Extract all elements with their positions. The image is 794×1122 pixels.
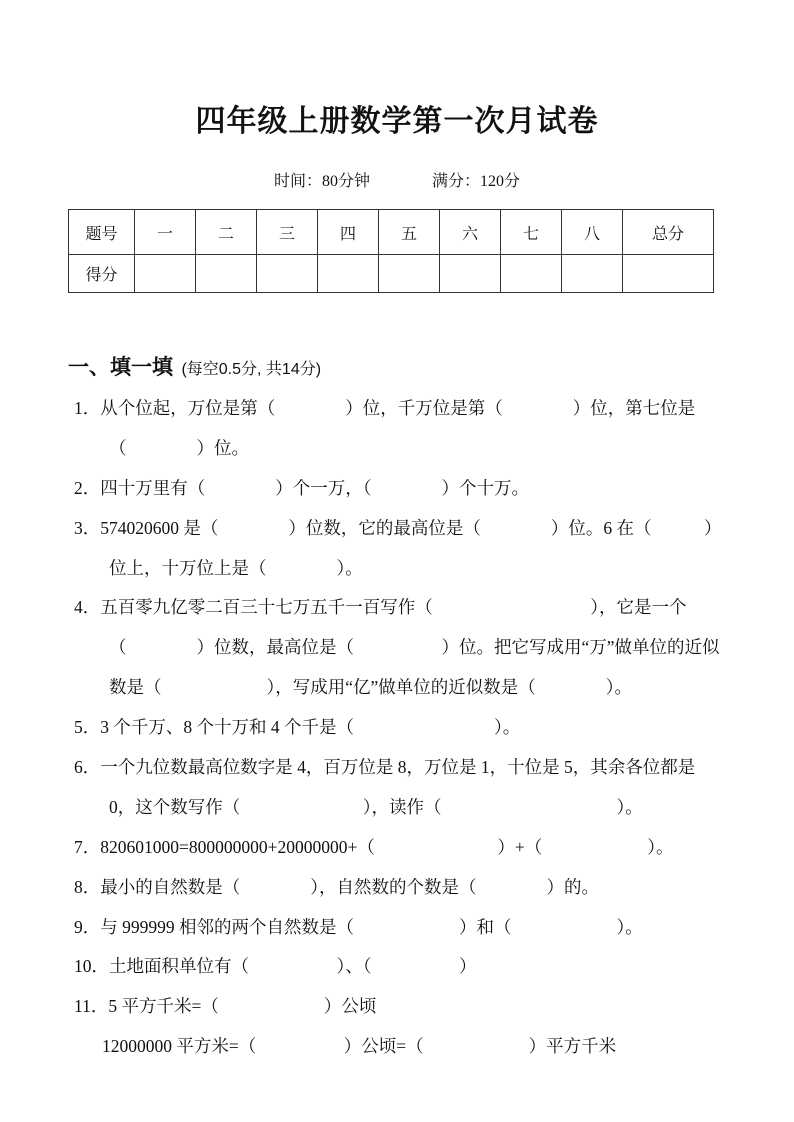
score-cell-5 bbox=[379, 255, 440, 293]
meta-full-score: 满分：120分 bbox=[432, 173, 521, 190]
question-6: 6．一个九位数最高位数字是 4，百万位是 8，万位是 1，十位是 5，其余各位都是 0，这个数写作（ ），读作（ ）。 bbox=[74, 757, 696, 817]
question-9: 9．与 999999 相邻的两个自然数是（ ）和（ ）。 bbox=[74, 916, 643, 937]
header-cell-5: 五 bbox=[379, 210, 440, 255]
question-2: 2．四十万里有（ ）个一万，（ ）个十万。 bbox=[74, 477, 529, 498]
score-cell-6 bbox=[440, 255, 501, 293]
header-cell-total: 总分 bbox=[623, 210, 714, 255]
header-cell-6: 六 bbox=[440, 210, 501, 255]
section-1-note: (每空0.5分, 共14分) bbox=[181, 361, 322, 378]
question-3: 3．574020600 是（ ）位数，它的最高位是（ ）位。6 在（ ）位上，十万位上是（ ）。 bbox=[74, 517, 722, 578]
question-1: 1．从个位起，万位是第（ ）位，千万位是第（ ）位，第七位是（ ）位。 bbox=[74, 398, 696, 458]
question-11: 11．5 平方千米=（ ）公顷 bbox=[74, 996, 377, 1017]
header-cell-3: 三 bbox=[257, 210, 318, 255]
score-cell-2 bbox=[196, 255, 257, 293]
score-cell-1 bbox=[135, 255, 196, 293]
question-10: 10．土地面积单位有（ ）、（ ） bbox=[74, 956, 477, 977]
score-cell-8 bbox=[562, 255, 623, 293]
score-table bbox=[68, 209, 714, 293]
question-4: 4．五百零九亿零二百三十七万五千一百写作（ ），它是一个（ ）位数，最高位是（ ）位。把它写成用“万”做单位的近似数是（ ），写成用“亿”做单位的近似数是（ ）。 bbox=[74, 597, 720, 698]
header-cell-1: 一 bbox=[135, 210, 196, 255]
page-title: 四年级上册数学第一次月试卷 bbox=[195, 105, 599, 138]
header-cell-7: 七 bbox=[501, 210, 562, 255]
header-cell-label: 题号 bbox=[69, 210, 135, 255]
section-1-title: 一、填一填 bbox=[68, 356, 173, 379]
score-table-header-row bbox=[69, 210, 714, 255]
exam-meta bbox=[68, 168, 726, 191]
score-cell-4 bbox=[318, 255, 379, 293]
score-label-cell: 得分 bbox=[69, 255, 135, 293]
question-list bbox=[68, 389, 726, 1067]
question-11-line-2: 12000000 平方米=（ ）公顷=（ ）平方千米 bbox=[102, 1036, 617, 1057]
question-7: 7．820601000=800000000+20000000+（ ）+（ ）。 bbox=[74, 836, 674, 857]
meta-time: 时间：80分钟 bbox=[273, 173, 370, 190]
score-cell-3 bbox=[257, 255, 318, 293]
score-cell-total bbox=[623, 255, 714, 293]
score-table-score-row bbox=[69, 255, 714, 293]
header-cell-2: 二 bbox=[196, 210, 257, 255]
score-cell-7 bbox=[501, 255, 562, 293]
header-cell-8: 八 bbox=[562, 210, 623, 255]
section-1-heading bbox=[68, 351, 726, 381]
question-5: 5．3 个千万、8 个十万和 4 个千是（ ）。 bbox=[74, 717, 521, 738]
header-cell-4: 四 bbox=[318, 210, 379, 255]
question-8: 8．最小的自然数是（ ），自然数的个数是（ ）的。 bbox=[74, 876, 599, 897]
